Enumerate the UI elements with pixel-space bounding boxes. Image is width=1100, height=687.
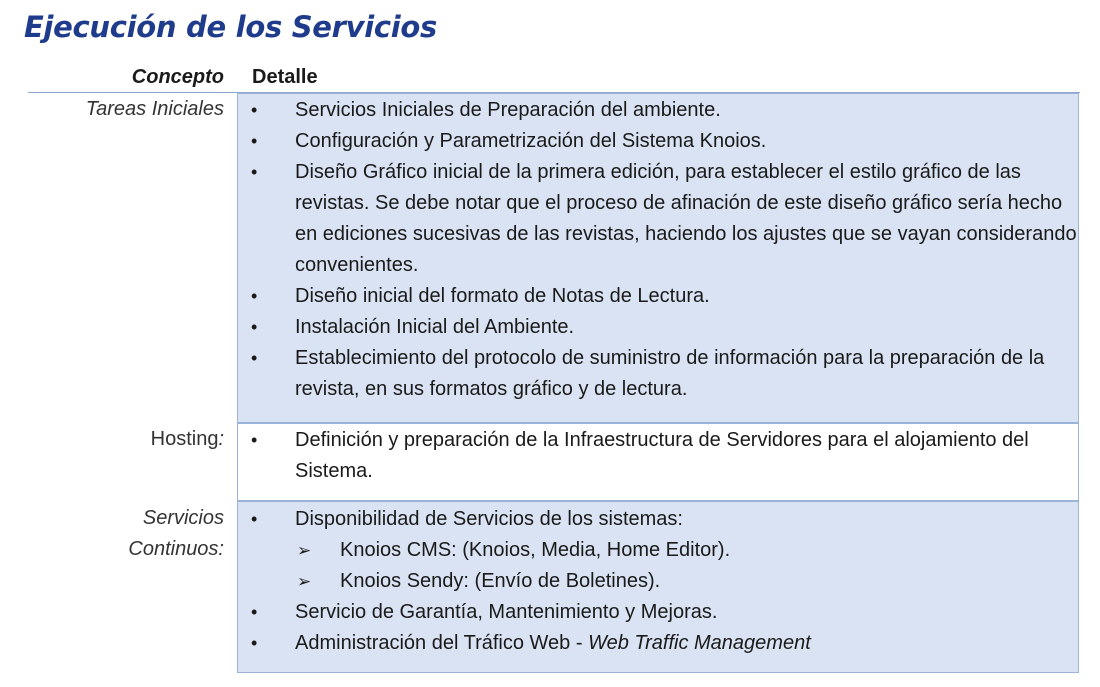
row-label-tareas-iniciales: Tareas Iniciales xyxy=(85,98,224,120)
list-item: • Establecimiento del protocolo de suministro de información para la preparación de la revista, en sus formatos gráfico y de lectura. xyxy=(238,343,1078,405)
page-title: Ejecución de los Servicios xyxy=(24,10,438,44)
list-item: • Diseño Gráfico inicial de la primera edición, para establecer el estilo gráfico de las revistas. Se debe notar que el proceso de afinación de este diseño gráfico sería hecho en ediciones sucesivas de las revistas, haciendo los ajustes que se vayan considerando convenientes. xyxy=(238,157,1078,281)
bullet-icon: • xyxy=(251,317,258,337)
detail-cell-servicios-continuos xyxy=(237,501,1079,673)
list-item: • Instalación Inicial del Ambiente. xyxy=(238,312,1078,343)
arrow-bullet-icon: ➢ xyxy=(297,572,312,591)
column-header-detail: Detalle xyxy=(252,66,318,88)
bullet-icon: • xyxy=(251,602,258,622)
bullet-icon: • xyxy=(251,286,258,306)
row-label-hosting: Hosting: xyxy=(150,428,224,450)
bullet-icon: • xyxy=(251,509,258,529)
bullet-icon: • xyxy=(251,348,258,368)
bullet-icon: • xyxy=(251,100,258,120)
list-item: • Configuración y Parametrización del Sistema Knoios. xyxy=(238,126,1078,157)
bullet-icon: • xyxy=(251,430,258,450)
sub-list-item: ➢ Knoios CMS: (Knoios, Media, Home Editor). xyxy=(295,535,1078,566)
list-item: • Servicio de Garantía, Mantenimiento y Mejoras. xyxy=(238,597,1078,628)
sub-list xyxy=(295,535,1078,597)
arrow-bullet-icon: ➢ xyxy=(297,541,312,560)
list-item: • Diseño inicial del formato de Notas de Lectura. xyxy=(238,281,1078,312)
list-item: • Disponibilidad de Servicios de los sistemas: ➢ Knoios CMS: (Knoios, Media, Home Editor). ➢ Knoios Sendy: (Envío de Boletines). xyxy=(238,504,1078,597)
bullet-icon: • xyxy=(251,162,258,182)
list-item: • Definición y preparación de la Infraestructura de Servidores para el alojamiento del Sistema. xyxy=(238,425,1078,487)
row-label-servicios-continuos: Servicios Continuos: xyxy=(128,507,224,560)
sub-list-item: ➢ Knoios Sendy: (Envío de Boletines). xyxy=(295,566,1078,597)
detail-cell-tareas-iniciales xyxy=(237,93,1079,423)
bullet-icon: • xyxy=(251,131,258,151)
list-item: • Servicios Iniciales de Preparación del ambiente. xyxy=(238,95,1078,126)
bullet-icon: • xyxy=(251,633,258,653)
column-header-concept: Concepto xyxy=(131,66,224,88)
list-item: • Administración del Tráfico Web - Web Traffic Management xyxy=(238,628,1078,659)
detail-cell-hosting xyxy=(237,423,1079,501)
